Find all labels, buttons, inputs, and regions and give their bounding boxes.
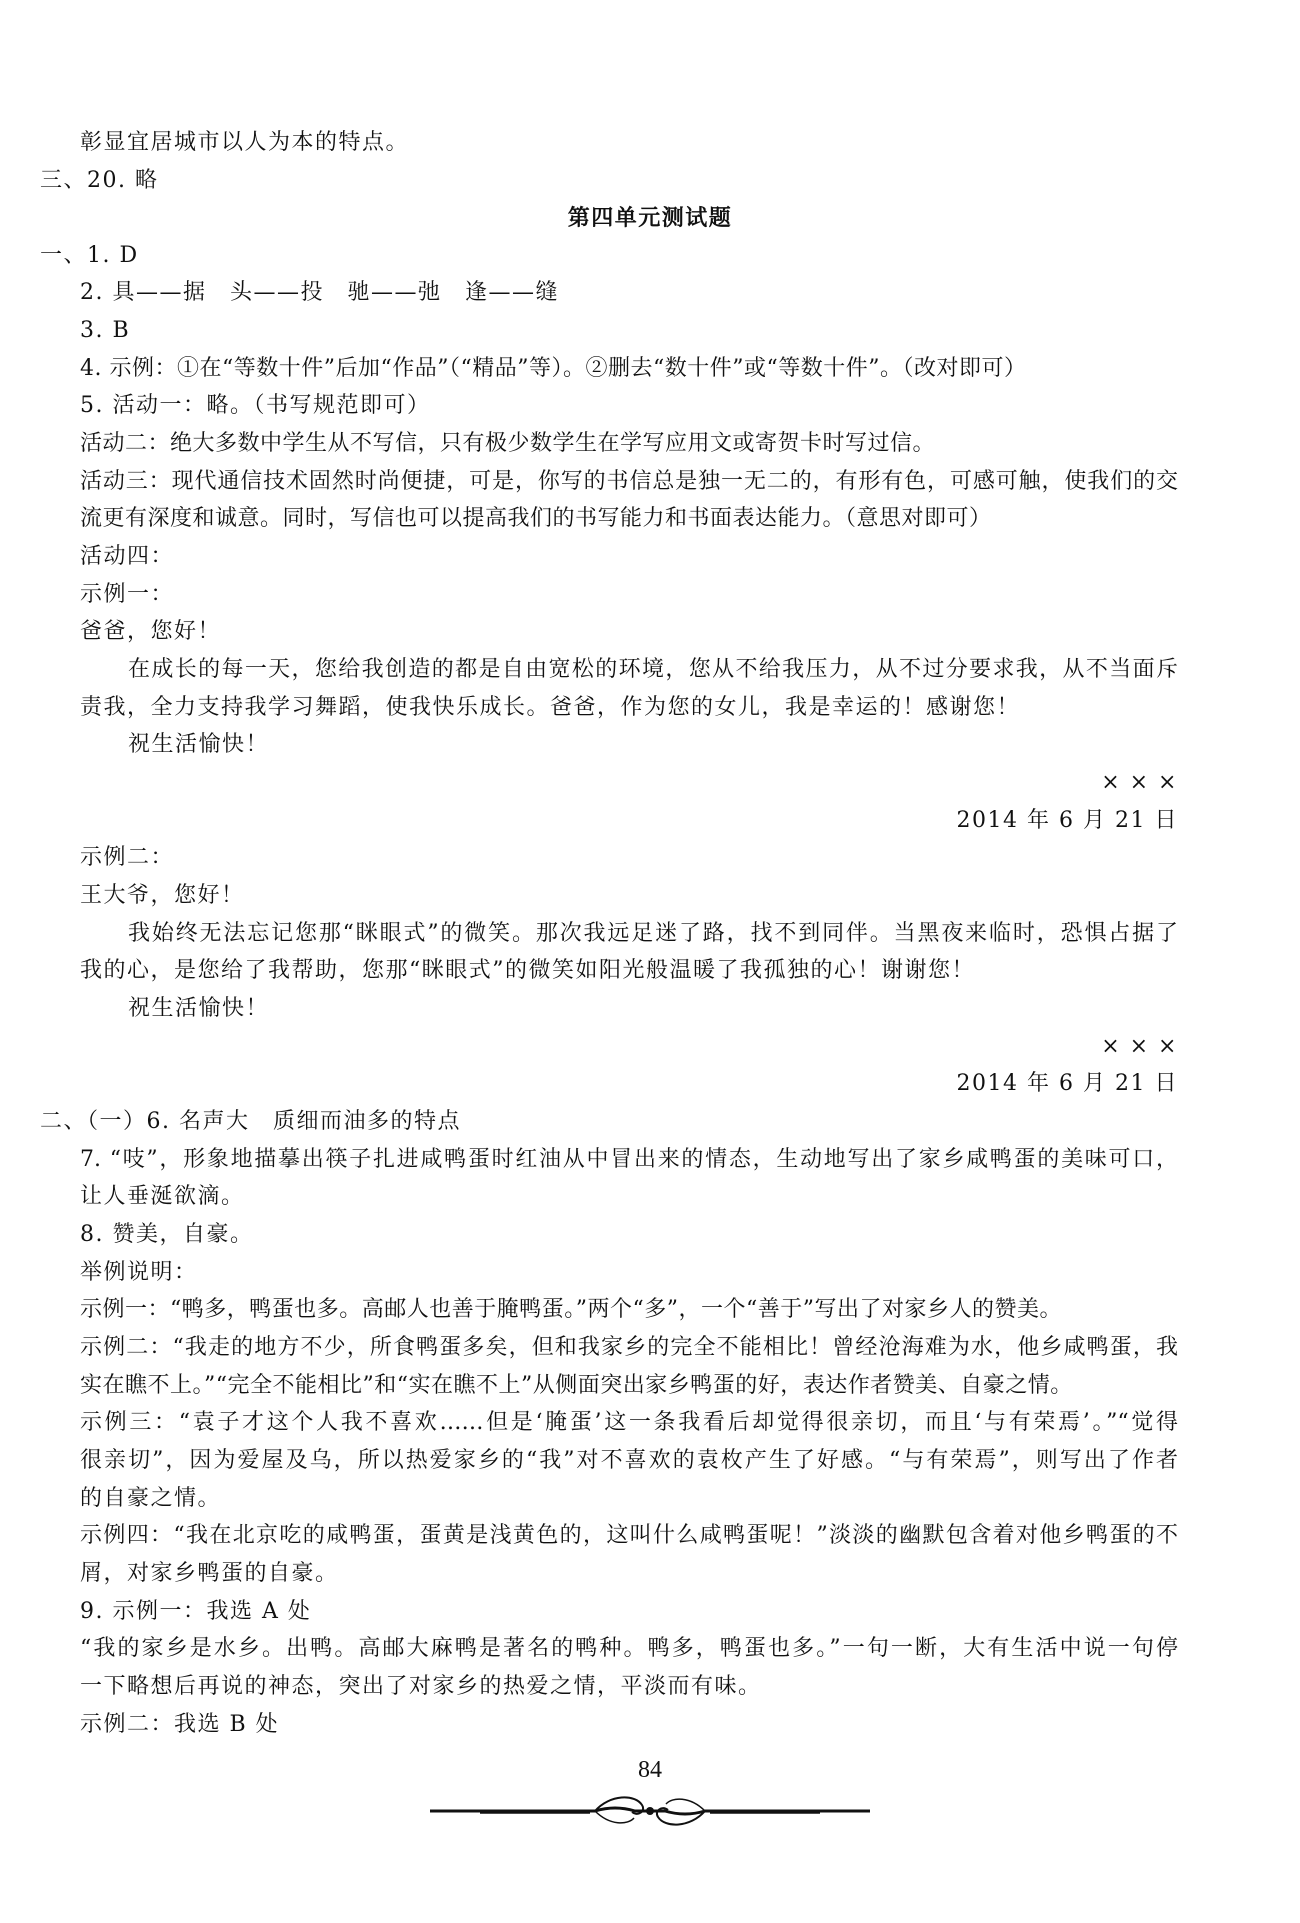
date: 2014 年 6 月 21 日	[956, 1071, 1178, 1096]
text-line: “我的家乡是水乡。出鸭。高邮大麻鸭是著名的鸭种。鸭多，鸭蛋也多。”一句一断，大有生活中说一句停	[80, 1636, 1178, 1661]
text-line: 在成长的每一天，您给我创造的都是自由宽松的环境，您从不给我压力，从不过分要求我，从不当面斥	[128, 657, 1178, 682]
text-line: 爸爸，您好！	[80, 619, 222, 644]
text-line: 屑，对家乡鸭蛋的自豪。	[80, 1561, 339, 1586]
text-line: 示例二：	[80, 845, 175, 870]
text-line: 示例四：“我在北京吃的咸鸭蛋，蛋黄是浅黄色的，这叫什么咸鸭蛋呢！”淡淡的幽默包含着对他乡鸭蛋的不	[80, 1523, 1178, 1548]
text-line: 活动四：	[80, 544, 175, 569]
signature: × × ×	[1101, 1034, 1178, 1059]
text-line: 的自豪之情。	[80, 1486, 222, 1511]
text-line: 三、20. 略	[40, 168, 159, 193]
text-line: 活动二：绝大多数中学生从不写信，只有极少数学生在学写应用文或寄贺卡时写过信。	[80, 431, 936, 456]
text-line: 流更有深度和诚意。同时，写信也可以提高我们的书写能力和书面表达能力。（意思对即可）	[80, 506, 992, 531]
text-line: 8. 赞美，自豪。	[80, 1222, 254, 1247]
text-line: 2. 具——据 头——投 驰——弛 逢——缝	[80, 280, 559, 305]
text-line: 示例二：“我走的地方不少，所食鸭蛋多矣，但和我家乡的完全不能相比！曾经沧海难为水，他乡咸鸭蛋，我	[80, 1335, 1178, 1360]
text-line: 让人垂涎欲滴。	[80, 1184, 245, 1209]
text-line: 5. 活动一：略。（书写规范即可）	[80, 393, 431, 418]
date: 2014 年 6 月 21 日	[956, 808, 1178, 833]
text-line: 举例说明：	[80, 1260, 198, 1285]
text-line: 3. B	[80, 318, 131, 343]
text-line: 9. 示例一：我选 A 处	[80, 1599, 312, 1624]
text-line: 实在瞧不上。”“完全不能相比”和“实在瞧不上”从侧面突出家乡鸭蛋的好，表达作者赞美、自豪之情。	[80, 1373, 1073, 1398]
text-line: 示例一：“鸭多，鸭蛋也多。高邮人也善于腌鸭蛋。”两个“多”，一个“善于”写出了对家乡人的赞美。	[80, 1297, 1062, 1322]
text-line: 示例三：“袁子才这个人我不喜欢……但是‘腌蛋’这一条我看后却觉得很亲切，而且‘与有荣焉’。”“觉得	[80, 1410, 1178, 1435]
text-line: 王大爷，您好！	[80, 883, 245, 908]
text-line: 我的心，是您给了我帮助，您那“眯眼式”的微笑如阳光般温暖了我孤独的心！谢谢您！	[80, 958, 975, 983]
text-line: 一下略想后再说的神态，突出了对家乡的热爱之情，平淡而有味。	[80, 1674, 762, 1699]
text-line: 示例一：	[80, 582, 175, 607]
signature: × × ×	[1101, 770, 1178, 795]
text-line: 一、1. D	[40, 243, 139, 268]
text-line: 4. 示例：①在“等数十件”后加“作品”（“精品”等）。②删去“数十件”或“等数十件”。（改对即可）	[80, 356, 1027, 381]
text-line: 祝生活愉快！	[128, 732, 270, 757]
page-ornament-icon	[420, 1790, 880, 1832]
text-line: 活动三：现代通信技术固然时尚便捷，可是，你写的书信总是独一无二的，有形有色，可感可触，使我们的交	[80, 469, 1178, 494]
text-line: 我始终无法忘记您那“眯眼式”的微笑。那次我远足迷了路，找不到同伴。当黑夜来临时，恐惧占据了	[128, 921, 1178, 946]
text-line: 祝生活愉快！	[128, 996, 270, 1021]
section-title: 第四单元测试题	[567, 205, 733, 231]
text-line: 责我，全力支持我学习舞蹈，使我快乐成长。爸爸，作为您的女儿，我是幸运的！感谢您！	[80, 695, 1021, 720]
text-line: 很亲切”，因为爱屋及乌，所以热爱家乡的“我”对不喜欢的袁枚产生了好感。“与有荣焉”，则写出了作者	[80, 1448, 1178, 1473]
page-number: 84	[638, 1757, 662, 1783]
text-line: 二、（一）6. 名声大 质细而油多的特点	[40, 1109, 461, 1134]
text-line: 彰显宜居城市以人为本的特点。	[80, 130, 410, 155]
text-line: 示例二：我选 B 处	[80, 1712, 280, 1737]
text-line: 7. “吱”，形象地描摹出筷子扎进咸鸭蛋时红油从中冒出来的情态，生动地写出了家乡咸鸭蛋的美味可口，	[80, 1147, 1178, 1172]
